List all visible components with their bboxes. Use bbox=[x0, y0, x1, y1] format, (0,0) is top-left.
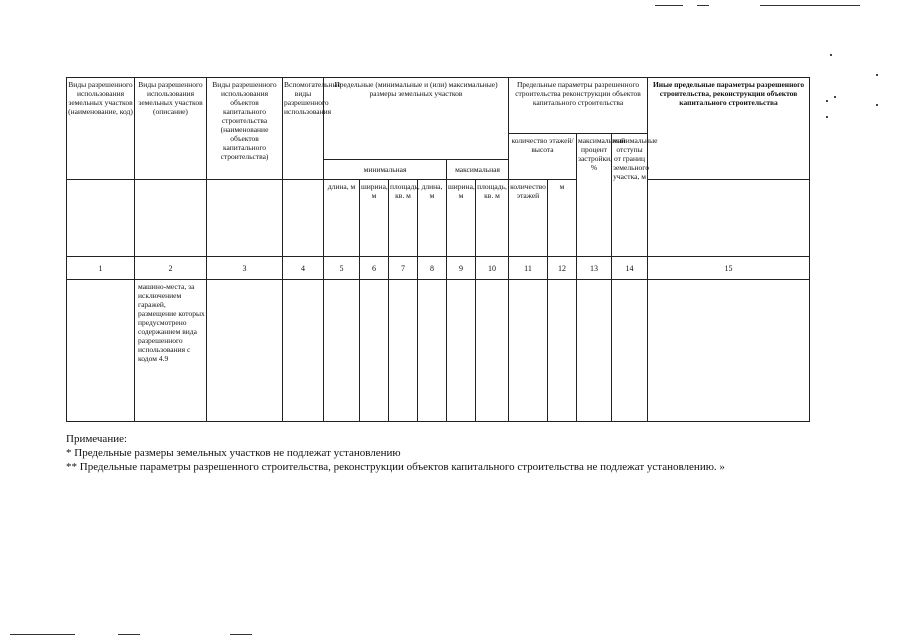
header-min-area: площадь, кв. м bbox=[389, 180, 418, 257]
header-floors-height: количество этажей/высота bbox=[509, 134, 577, 180]
header-land-use-name: Виды разрешенного использования земельных участков (наименование, код) bbox=[67, 78, 135, 180]
scan-mark bbox=[697, 5, 709, 6]
column-number: 6 bbox=[360, 257, 389, 280]
table-cell bbox=[577, 280, 612, 422]
header-min: минимальная bbox=[324, 160, 447, 180]
column-number: 2 bbox=[135, 257, 207, 280]
column-number: 12 bbox=[548, 257, 577, 280]
column-number: 11 bbox=[509, 257, 548, 280]
table-cell bbox=[648, 280, 810, 422]
column-number: 15 bbox=[648, 257, 810, 280]
header-other-params: Иные предельные параметры разрешенного строительства, реконструкции объектов капитального строительства bbox=[648, 78, 810, 180]
note-plot-sizes: * Предельные размеры земельных участков не подлежат установлению bbox=[66, 447, 401, 459]
table-cell bbox=[324, 280, 360, 422]
spacer-cell bbox=[135, 180, 207, 257]
scan-speck bbox=[834, 96, 836, 98]
table-cell bbox=[283, 280, 324, 422]
column-number: 5 bbox=[324, 257, 360, 280]
column-number: 1 bbox=[67, 257, 135, 280]
header-plot-sizes: Предельные (минимальные и (или) максимальные) размеры земельных участков bbox=[324, 78, 509, 160]
header-min-length: длина, м bbox=[324, 180, 360, 257]
scan-mark bbox=[760, 5, 860, 6]
header-max: максимальная bbox=[447, 160, 509, 180]
column-number: 4 bbox=[283, 257, 324, 280]
header-height-m: м bbox=[548, 180, 577, 257]
scan-speck bbox=[826, 116, 828, 118]
header-max-length: длина, м bbox=[418, 180, 447, 257]
header-auxiliary-use: Вспомогательные виды разрешенного использования bbox=[283, 78, 324, 180]
row-description-cell: машино-места, за исключением гаражей, размещение которых предусмотрено содержанием вида разрешенного использования с кодом 4.9 bbox=[135, 280, 207, 422]
notes-title: Примечание: bbox=[66, 433, 128, 445]
table-cell bbox=[418, 280, 447, 422]
header-min-width: ширина, м bbox=[360, 180, 389, 257]
header-construction-params: Предельные параметры разрешенного строительства реконструкции объектов капитального строительства bbox=[509, 78, 648, 134]
header-max-width: ширина, м bbox=[447, 180, 476, 257]
header-max-area: площадь, кв. м bbox=[476, 180, 509, 257]
table-cell bbox=[548, 280, 577, 422]
table-row bbox=[67, 280, 810, 422]
spacer-cell bbox=[67, 180, 135, 257]
scan-speck bbox=[826, 100, 828, 102]
table-cell bbox=[389, 280, 418, 422]
column-number: 14 bbox=[612, 257, 648, 280]
spacer-cell bbox=[207, 180, 283, 257]
spacer-cell bbox=[283, 180, 324, 257]
table-cell bbox=[447, 280, 476, 422]
scan-mark bbox=[655, 5, 683, 6]
scan-mark bbox=[118, 634, 140, 635]
table-cell bbox=[509, 280, 548, 422]
note-construction-params: ** Предельные параметры разрешенного строительства, реконструкции объектов капитального строительства не подлежат установлению. » bbox=[66, 461, 725, 473]
spacer-cell bbox=[648, 180, 810, 257]
header-row-4 bbox=[67, 180, 810, 257]
column-number: 10 bbox=[476, 257, 509, 280]
scan-mark bbox=[10, 634, 75, 635]
header-land-use-description: Виды разрешенного использования земельных участков (описание) bbox=[135, 78, 207, 180]
header-max-build: максимальный процент застройки, % bbox=[577, 134, 612, 257]
scan-mark bbox=[230, 634, 252, 635]
header-row-1 bbox=[67, 78, 810, 134]
header-floors-count: количество этажей bbox=[509, 180, 548, 257]
column-number: 13 bbox=[577, 257, 612, 280]
header-construction-use: Виды разрешенного использования объектов капитального строительства (наименование объектов капитального строительства) bbox=[207, 78, 283, 180]
table-cell bbox=[67, 280, 135, 422]
column-number: 9 bbox=[447, 257, 476, 280]
table-cell bbox=[360, 280, 389, 422]
scan-speck bbox=[876, 104, 878, 106]
column-number: 8 bbox=[418, 257, 447, 280]
column-number-row bbox=[67, 257, 810, 280]
land-use-table bbox=[66, 77, 810, 422]
scan-speck bbox=[830, 54, 832, 56]
column-number: 3 bbox=[207, 257, 283, 280]
notes-block bbox=[66, 432, 725, 474]
table-cell bbox=[207, 280, 283, 422]
table-cell bbox=[476, 280, 509, 422]
header-min-setback: минимальные отступы от границ земельного участка, м bbox=[612, 134, 648, 257]
column-number: 7 bbox=[389, 257, 418, 280]
scan-speck bbox=[876, 74, 878, 76]
table-cell bbox=[612, 280, 648, 422]
